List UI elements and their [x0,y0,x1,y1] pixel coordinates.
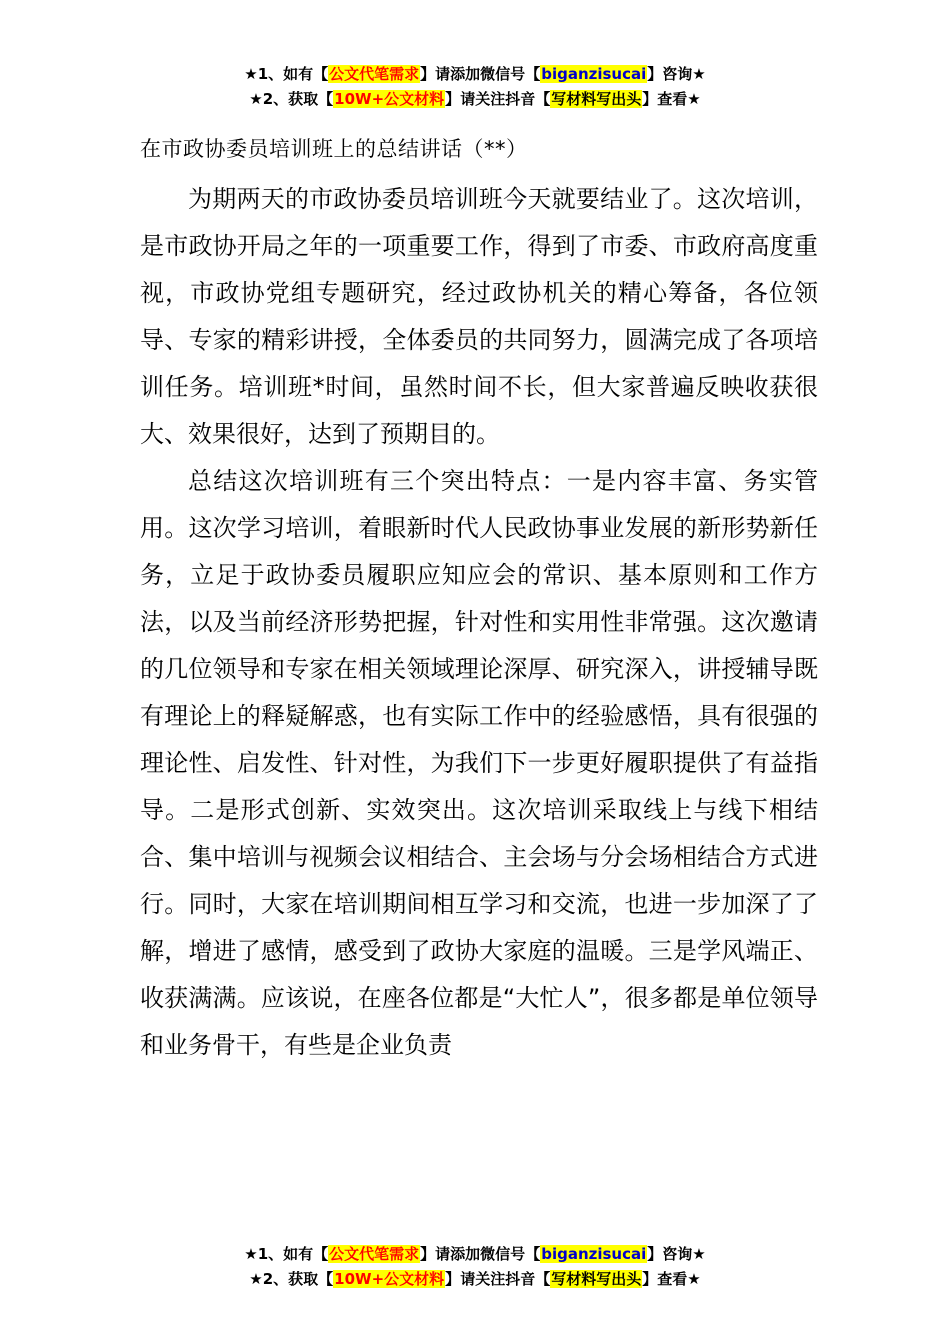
bracket-open: 【 [535,90,551,108]
star-icon: ★ [692,1245,706,1263]
promo-text: 请关注抖音 [460,90,536,108]
promo-highlight-douyin-account: 写材料写出头 [551,1270,642,1288]
promo-text: 请添加微信号 [435,65,526,83]
bracket-close: 】 [647,1245,663,1263]
star-icon: ★ [687,1270,701,1288]
bracket-open: 【 [535,1270,551,1288]
promo-text: 咨询 [662,65,693,83]
promo-text: 咨询 [662,1245,693,1263]
promo-highlight-service: 公文代笔需求 [329,65,420,83]
star-icon: ★ [244,1245,258,1263]
paragraph: 为期两天的市政协委员培训班今天就要结业了。这次培训，是市政协开局之年的一项重要工作，得到了市委、市政府高度重视，市政协党组专题研究，经过政协机关的精心筹备，各位领导、专家的精彩讲授，全体委员的共同努力，圆满完成了各项培训任务。培训班*时间，虽然时间不长，但大家普遍反映收获很大、效果很好，达到了预期目的。 [140,185,818,448]
document-title: 在市政协委员培训班上的总结讲话（**） [140,137,528,161]
bracket-close: 】 [420,65,436,83]
promo-banner-bottom [0,1242,950,1292]
promo-text: 查看 [657,90,688,108]
star-icon: ★ [692,65,706,83]
bracket-open: 【 [525,65,541,83]
star-icon: ★ [244,65,258,83]
bracket-close: 】 [445,90,461,108]
document-body [140,176,818,1069]
promo-banner-top [0,62,950,112]
promo-highlight-douyin-account: 写材料写出头 [551,90,642,108]
promo-bottom-line-1 [0,1242,950,1267]
promo-text: 1、如有 [257,65,314,83]
bracket-open: 【 [313,1245,329,1263]
promo-text: 请关注抖音 [460,1270,536,1288]
promo-text: 查看 [657,1270,688,1288]
promo-top-line-1 [0,62,950,87]
bracket-close: 】 [642,1270,658,1288]
star-icon: ★ [687,90,701,108]
star-icon: ★ [249,90,263,108]
bracket-close: 】 [445,1270,461,1288]
promo-highlight-material-count: 10W+公文材料 [334,90,445,108]
bracket-open: 【 [313,65,329,83]
promo-highlight-wechat-id: biganzisucai [541,1245,647,1263]
bracket-open: 【 [318,90,334,108]
promo-text: 请添加微信号 [435,1245,526,1263]
bracket-close: 】 [642,90,658,108]
promo-highlight-service: 公文代笔需求 [329,1245,420,1263]
bracket-open: 【 [525,1245,541,1263]
promo-highlight-wechat-id: biganzisucai [541,65,647,83]
promo-text: 2、获取 [262,90,319,108]
star-icon: ★ [249,1270,263,1288]
promo-highlight-material-count: 10W+公文材料 [334,1270,445,1288]
promo-text: 1、如有 [257,1245,314,1263]
bracket-close: 】 [647,65,663,83]
promo-text: 2、获取 [262,1270,319,1288]
paragraph: 总结这次培训班有三个突出特点：一是内容丰富、务实管用。这次学习培训，着眼新时代人民政协事业发展的新形势新任务，立足于政协委员履职应知应会的常识、基本原则和工作方法，以及当前经济形势把握，针对性和实用性非常强。这次邀请的几位领导和专家在相关领域理论深厚、研究深入，讲授辅导既有理论上的释疑解惑，也有实际工作中的经验感悟，具有很强的理论性、启发性、针对性，为我们下一步更好履职提供了有益指导。二是形式创新、实效突出。这次培训采取线上与线下相结合、集中培训与视频会议相结合、主会场与分会场相结合方式进行。同时，大家在培训期间相互学习和交流，也进一步加深了了解，增进了感情，感受到了政协大家庭的温暖。三是学风端正、收获满满。应该说，在座各位都是“大忙人”，很多都是单位领导和业务骨干，有些是企业负责 [140,467,818,1059]
promo-top-line-2 [0,87,950,112]
bracket-close: 】 [420,1245,436,1263]
promo-bottom-line-2 [0,1267,950,1292]
bracket-open: 【 [318,1270,334,1288]
